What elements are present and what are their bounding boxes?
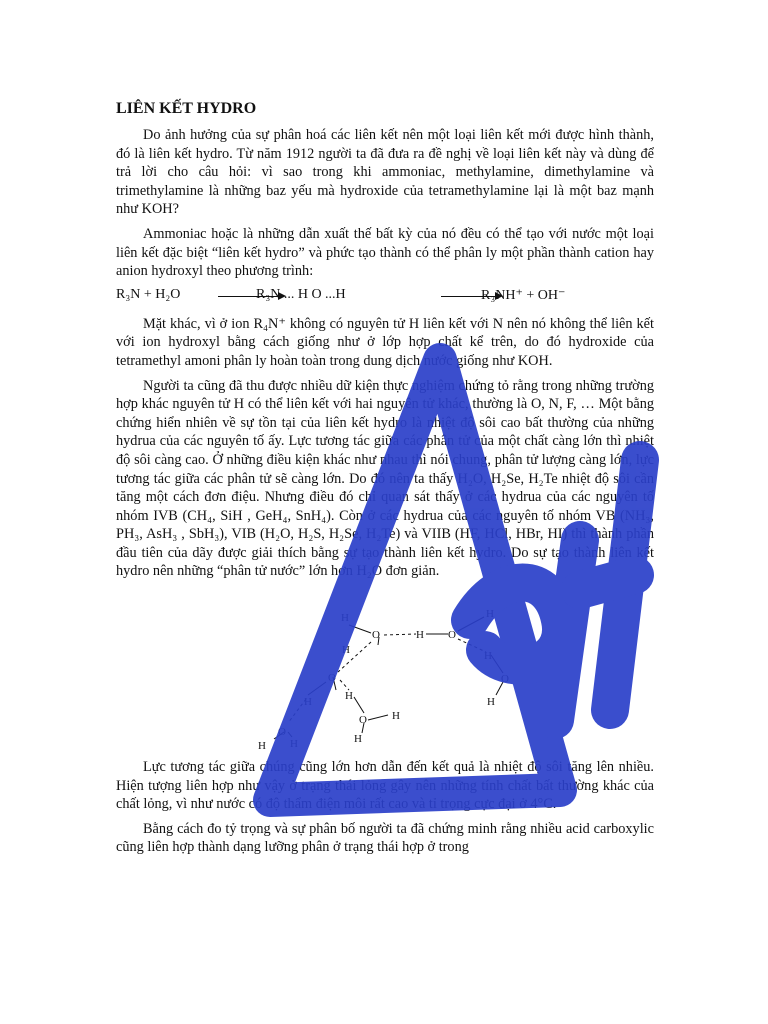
atom-label: H — [486, 608, 494, 621]
atom-label: O — [448, 629, 456, 642]
reaction-equation — [116, 287, 654, 307]
atom-label: H — [342, 644, 350, 657]
atom-label: H — [258, 740, 266, 753]
paragraph-1: Do ảnh hưởng của sự phân hoá các liên kết nên một loại liên kết mới được hình thành, đó là liên kết hydro. Từ năm 1912 người ta đã đưa ra đề nghị về loại liên kết này và dùng để trả lời cho câu hỏi: vì sao trong khi ammoniac, methylamine, dimethylamine và trimethylamine là những baz yếu mà hydroxide của tetramethylamine lại là một baz mạnh như KOH? — [116, 127, 654, 218]
water-hydrogen-bond-diagram — [116, 587, 654, 752]
atom-label: H — [290, 738, 298, 751]
document-title: LIÊN KẾT HYDRO — [116, 100, 257, 117]
paragraph-6: Bằng cách đo tỷ trọng và sự phân bố người ta đã chứng minh rằng nhiều acid carboxylic cũng liên hợp thành dạng lưỡng phân ở trạng thái hợp ở trong — [116, 820, 654, 856]
atom-label: O — [372, 629, 380, 642]
equation-intermediate: R₃N ... H O ...H — [256, 286, 346, 302]
paragraph-5: Lực tương tác giữa chúng cũng lớn hơn dẫn đến kết quả là nhiệt độ sôi tăng lên nhiều. Hiện tượng liên hợp như vậy ở trạng thái lỏng gây nên những tính chất bất thường khác của chất lỏng, vì như nước có độ thẩm điện môi rất cao và tỉ trọng cực đại ở 4°C. — [116, 759, 654, 813]
atom-label: H — [392, 710, 400, 723]
atom-label: H — [345, 690, 353, 703]
document-page — [116, 100, 654, 863]
equation-products: R₃NH⁺ + OH⁻ — [481, 287, 566, 303]
paragraph-2: Ammoniac hoặc là những dẫn xuất thế bất kỳ của nó đều có thể tạo với nước một loại liên kết đặc biệt “liên kết hydro” và phức tạo thành có thể phân ly một phần thành cation hay anion hydroxyl theo phương trình: — [116, 225, 654, 280]
atom-label: O — [359, 714, 367, 727]
atom-label: H — [416, 629, 424, 642]
atom-label: H — [304, 696, 312, 709]
atom-label: O — [278, 726, 286, 739]
paragraph-4: Người ta cũng đã thu được nhiều dữ kiện thực nghiệm chứng tỏ rằng trong những trường hợp khác nguyên tử H có thể liên kết với hai nguyên tử khác, thường là O, N, F, … Một bằng chứng hiển nhiên về sự tồn tại của liên kết hydro là nhiệt độ sôi cao bất thường của những hydrua của các nguyên tố ấy. Lực tương tác giữa các phân tử của một chất càng lớn thì nhiệt độ sôi càng cao. Ở những điều kiện khác như nhau thì nói chung, phân tử lượng càng lớn, lực tương tác giữa các phân tử sẽ càng lớn. Do đó nên ta thấy H₂O, H₂Se, H₂Te nhiệt độ sôi cần tăng một cách đơn điệu. Nhưng điều đó chỉ quan sát thấy ở các hydrua của các nguyên tố nhóm IVB (CH₄, SiH , GeH₄, SnH₄). Còn ở các hydrua của các nguyên tố nhóm VB (NH₃, PH₃, AsH₃ , SbH₃), VIB (H₂O, H₂S, H₂Se, H₂Te) và VIIB (HF, HCl, HBr, HI) thì thành phần đầu tiên của dãy được giải thích bằng sự tạo thành liên kết hydro. Do sự tạo thành liên kết hydro nên những “phân tử nước” lớn hơn H₂O đơn giản. — [116, 377, 654, 580]
paragraph-3: Mặt khác, vì ở ion R₄N⁺ không có nguyên tử H liên kết với N nên nó không thể liên kết với ion hydroxyl bằng cách giống như ở lớp hợp chất kể trên, do đó hydroxide của tetramethyl amoni phân ly hoàn toàn trong dung dịch nước giống như KOH. — [116, 315, 654, 369]
atom-label: O — [501, 673, 509, 686]
atom-label: H — [487, 696, 495, 709]
atom-label: H — [341, 612, 349, 625]
equation-reactants: R₃N + H₂O — [116, 286, 181, 302]
atom-label: H — [484, 650, 492, 663]
atom-label: H — [354, 733, 362, 746]
atom-label: O — [328, 672, 336, 685]
